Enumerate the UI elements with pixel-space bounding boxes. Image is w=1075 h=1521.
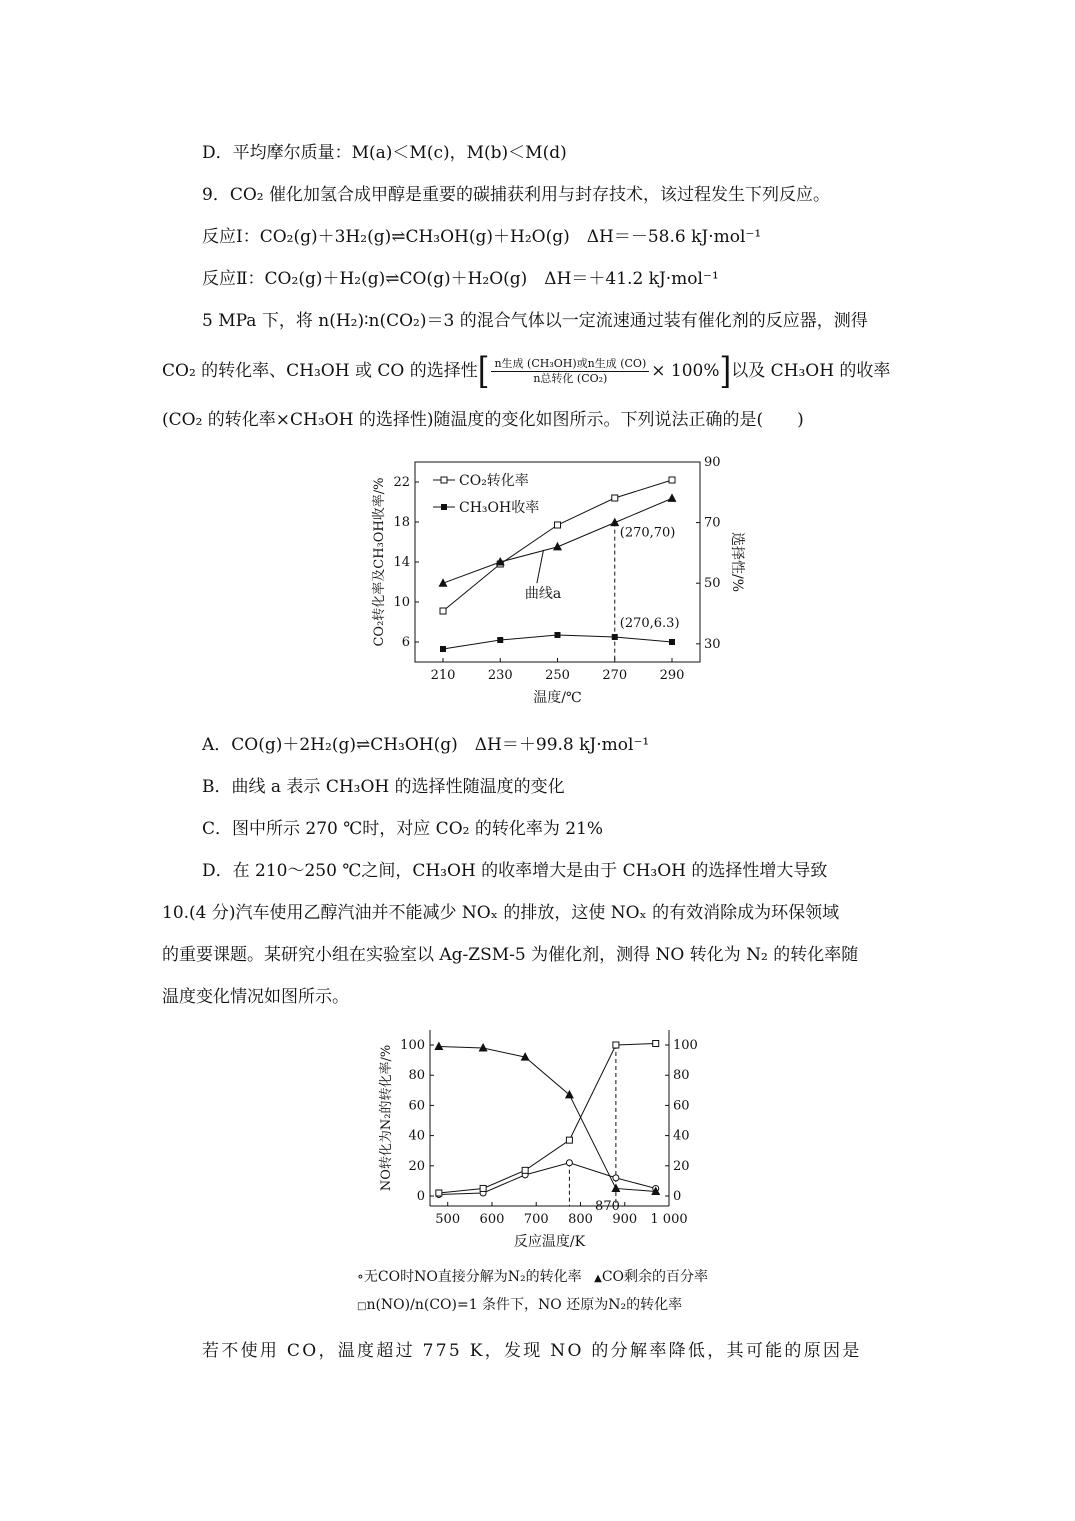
y2-tick-label: 0 xyxy=(673,1189,682,1204)
fraction-denominator: n总转化 (CO₂) xyxy=(533,372,608,385)
data-point xyxy=(613,1175,619,1181)
reaction-condition: 5 MPa 下，将 n(H₂)∶n(CO₂)＝3 的混合气体以一定流速通过装有催化剂的反应器，测得 xyxy=(202,311,868,331)
y2-tick-label: 70 xyxy=(704,515,721,531)
data-point xyxy=(555,522,561,528)
times-100: × 100% xyxy=(651,361,720,381)
data-point xyxy=(668,493,677,502)
data-point xyxy=(653,1040,659,1046)
x-marked-label: 870 xyxy=(595,1199,620,1214)
no-conversion-chart xyxy=(362,1020,742,1265)
x-tick-label: 210 xyxy=(430,668,456,683)
annotation: (270,70) xyxy=(619,525,676,541)
y2-tick-label: 60 xyxy=(673,1098,690,1114)
y-tick-label: 40 xyxy=(408,1128,425,1144)
data-point xyxy=(436,1190,442,1196)
data-point xyxy=(440,646,446,652)
chart2-legend-line2 xyxy=(357,1294,682,1318)
data-point xyxy=(613,1042,619,1048)
filled-triangle-marker: ▲ xyxy=(594,1273,602,1284)
y2-tick-label: 30 xyxy=(704,636,721,652)
x-tick-label: 700 xyxy=(523,1212,549,1227)
series-line-3 xyxy=(439,1043,656,1192)
data-point xyxy=(565,1090,574,1099)
last-question-line: 若不使用 CO，温度超过 775 K，发现 NO 的分解率降低，其可能的原因是 xyxy=(202,1341,862,1361)
series-line-2 xyxy=(439,1047,656,1192)
y2-tick-label: 80 xyxy=(673,1068,690,1084)
left-bracket: [ xyxy=(477,349,490,392)
legend-co-remaining: CO剩余的百分率 xyxy=(601,1269,709,1285)
data-point xyxy=(522,1167,528,1173)
legend-no-reduction: n(NO)/n(CO)=1 条件下，NO 还原为N₂的转化率 xyxy=(366,1297,683,1313)
data-point xyxy=(669,639,675,645)
option-b: B．曲线 a 表示 CH₃OH 的选择性随温度的变化 xyxy=(202,777,565,797)
y-tick-label: 18 xyxy=(393,515,410,530)
data-point xyxy=(480,1185,486,1191)
reaction-1: 反应Ⅰ：CO₂(g)＋3H₂(g)⇌CH₃OH(g)＋H₂O(g) ΔH＝－58.6 kJ·mol⁻¹ xyxy=(202,227,762,247)
data-point xyxy=(497,637,503,643)
x-axis-label: 温度/℃ xyxy=(533,690,582,706)
legend-no-decomp: 无CO时NO直接分解为N₂的转化率 xyxy=(363,1269,582,1285)
option-a: A．CO(g)＋2H₂(g)⇌CH₃OH(g) ΔH＝＋99.8 kJ·mol⁻¹ xyxy=(202,735,650,755)
data-point xyxy=(612,495,618,501)
option-d: D．在 210～250 ℃之间，CH₃OH 的收率增大是由于 CH₃OH 的选择性增大导致 xyxy=(202,861,828,881)
data-point xyxy=(553,542,562,551)
right-bracket: ] xyxy=(719,349,732,392)
data-point xyxy=(440,608,446,614)
question-10-line3: 温度变化情况如图所示。 xyxy=(162,987,349,1007)
x-tick-label: 250 xyxy=(545,668,570,683)
x-tick-label: 500 xyxy=(435,1212,461,1227)
y-axis-label: CO₂转化率及CH₃OH收率/% xyxy=(372,477,387,647)
reaction-2: 反应Ⅱ：CO₂(g)＋H₂(g)⇌CO(g)＋H₂O(g) ΔH＝＋41.2 kJ·mol⁻¹ xyxy=(202,269,719,289)
option-d-prev: D．平均摩尔质量：M(a)＜M(c)，M(b)＜M(d) xyxy=(202,143,567,163)
y-tick-label: 100 xyxy=(400,1038,425,1053)
data-point xyxy=(479,1043,488,1052)
data-point xyxy=(566,1160,572,1166)
question-10-line2: 的重要课题。某研究小组在实验室以 Ag-ZSM-5 为催化剂，测得 NO 转化为 N₂ 的转化率随 xyxy=(162,945,859,965)
x-tick-label: 290 xyxy=(659,668,685,683)
x-tick-label: 230 xyxy=(487,668,513,683)
fraction-numerator: n生成 (CH₃OH)或n生成 (CO) xyxy=(491,357,649,372)
chart2-legend-line1 xyxy=(357,1266,708,1290)
y2-axis-label: 选择性/% xyxy=(729,531,745,593)
y2-tick-label: 40 xyxy=(673,1128,690,1144)
y-tick-label: 10 xyxy=(393,595,410,610)
y2-tick-label: 90 xyxy=(704,455,721,470)
option-c: C．图中所示 270 ℃时，对应 CO₂ 的转化率为 21% xyxy=(202,819,604,839)
y-tick-label: 6 xyxy=(401,635,410,650)
co2-conversion-chart xyxy=(360,450,780,710)
y2-tick-label: 50 xyxy=(704,576,721,592)
data-point xyxy=(611,1183,620,1192)
data-point xyxy=(566,1137,572,1143)
yield-definition: (CO₂ 的转化率×CH₃OH 的选择性)随温度的变化如图所示。下列说法正确的是( ) xyxy=(162,410,804,430)
x-tick-label: 1 000 xyxy=(650,1212,688,1227)
open-square-marker: □ xyxy=(357,1301,367,1312)
x-axis-label: 反应温度/K xyxy=(513,1234,586,1250)
legend-label: CH₃OH收率 xyxy=(459,500,540,516)
open-circle-marker: ∘ xyxy=(357,1269,364,1285)
y2-tick-label: 100 xyxy=(673,1038,698,1053)
x-tick-label: 800 xyxy=(568,1212,593,1227)
y-tick-label: 0 xyxy=(416,1189,425,1204)
data-point xyxy=(669,477,675,483)
x-tick-label: 270 xyxy=(602,668,628,683)
selectivity-fraction xyxy=(491,357,649,386)
y2-tick-label: 20 xyxy=(673,1158,690,1174)
question-9-intro: 9．CO₂ 催化加氢合成甲醇是重要的碳捕获利用与封存技术，该过程发生下列反应。 xyxy=(202,185,830,205)
data-point xyxy=(434,1042,443,1051)
annotation: (270,6.3) xyxy=(619,616,680,631)
legend-label: CO₂转化率 xyxy=(459,473,529,489)
selectivity-prefix: CO₂ 的转化率、CH₃OH 或 CO 的选择性 xyxy=(162,361,478,381)
y-tick-label: 60 xyxy=(408,1098,425,1114)
curve-a-label: 曲线a xyxy=(524,586,562,603)
y-tick-label: 14 xyxy=(393,555,410,570)
x-tick-label: 900 xyxy=(612,1212,638,1227)
legend-marker xyxy=(441,477,447,483)
selectivity-suffix: 以及 CH₃OH 的收率 xyxy=(731,361,891,381)
y-axis-label: NO转化为N₂的转化率/% xyxy=(379,1044,394,1192)
question-10-line1: 10.(4 分)汽车使用乙醇汽油并不能减少 NOₓ 的排放，这使 NOₓ 的有效消除成为环保领域 xyxy=(162,903,840,923)
curve-a-pointer xyxy=(537,550,544,583)
legend-marker xyxy=(441,504,447,510)
x-tick-label: 600 xyxy=(479,1212,505,1227)
y-tick-label: 22 xyxy=(393,475,410,490)
y-tick-label: 20 xyxy=(408,1158,425,1174)
data-point xyxy=(555,632,561,638)
y-tick-label: 80 xyxy=(408,1068,425,1084)
selectivity-definition xyxy=(162,349,891,392)
